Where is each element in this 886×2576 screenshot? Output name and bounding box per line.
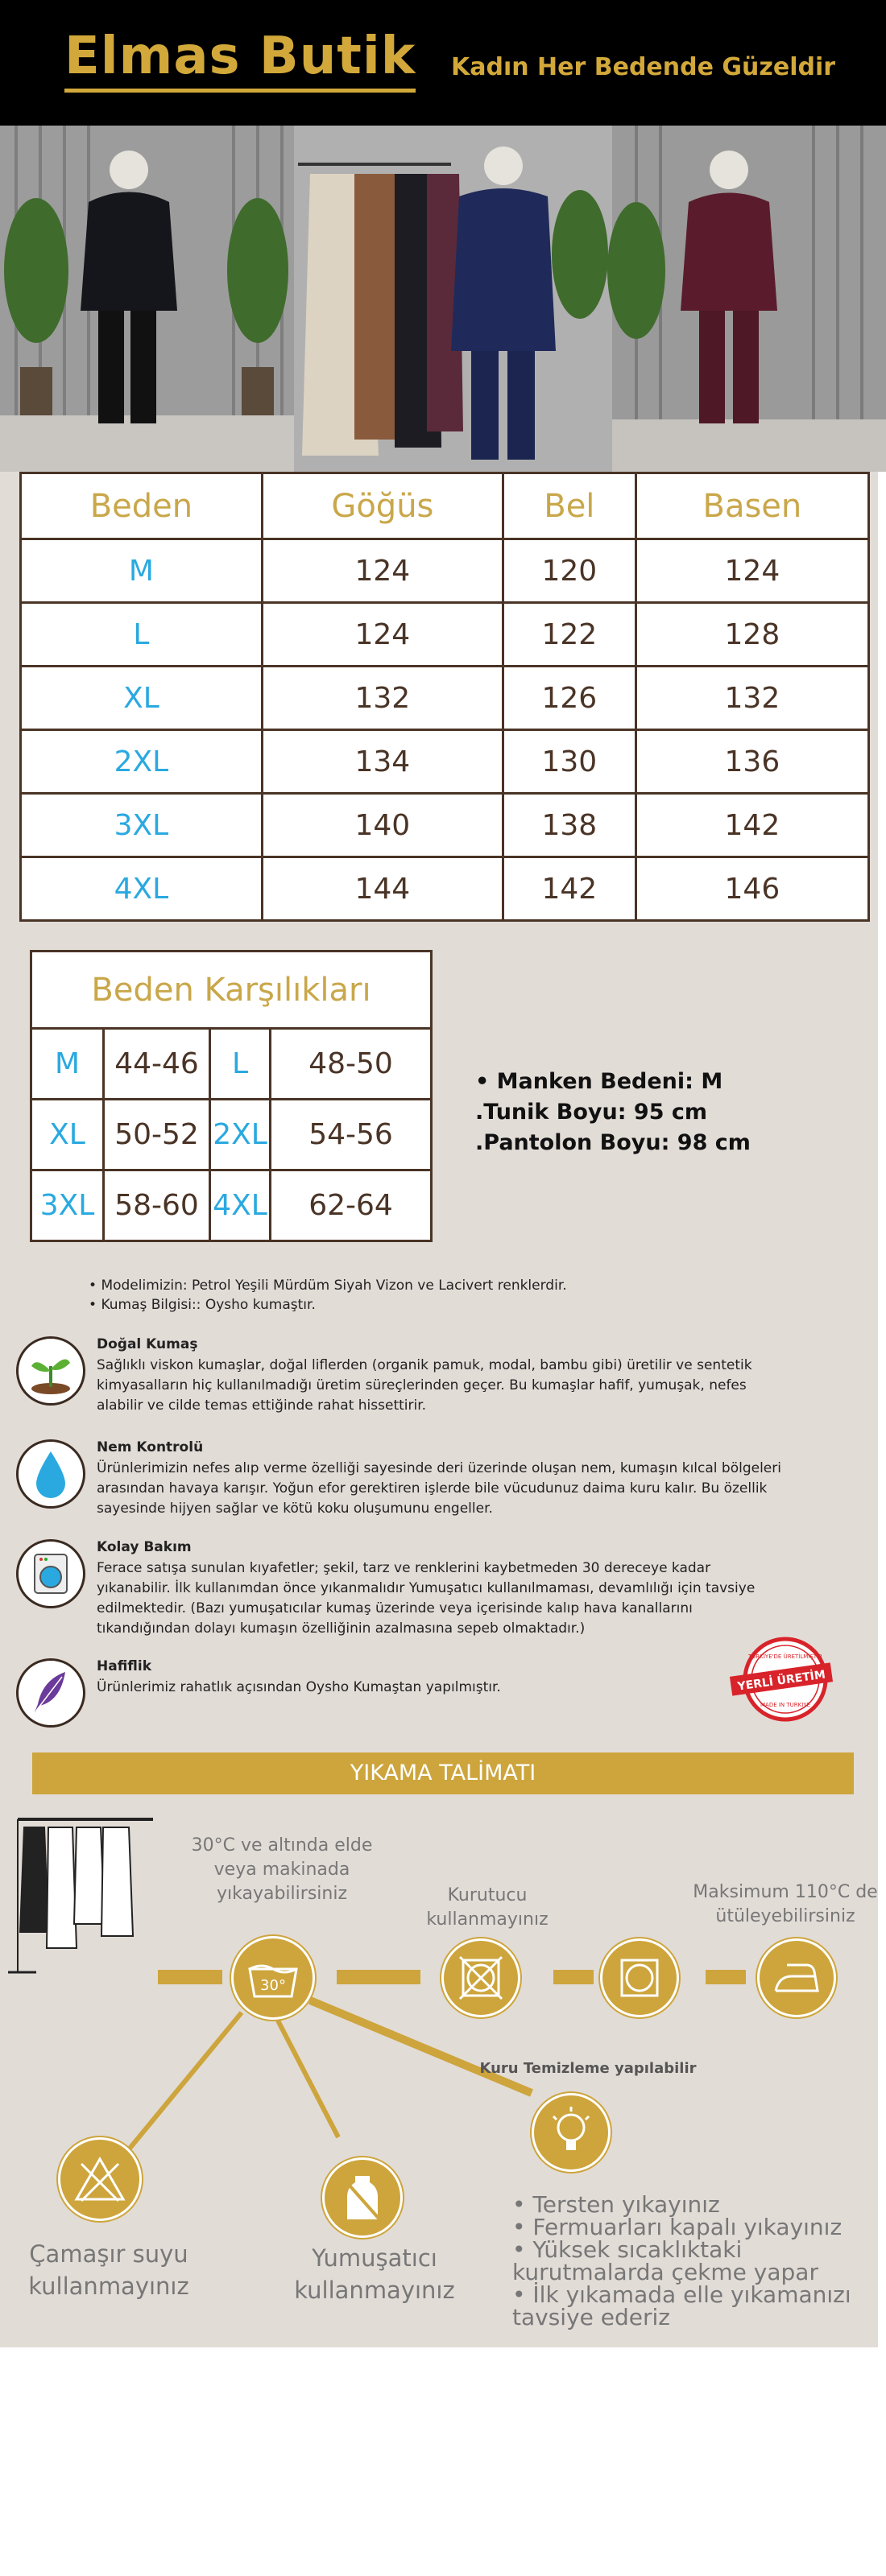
- product-photo: [0, 126, 886, 472]
- table-row: [31, 1100, 432, 1170]
- feature-text: Ferace satışa sunulan kıyafetler; şekil, tarz ve renklerini kaybetmeden 30 dereceye kadar yıkanabilir. İlk kullanımdan önce yıkanmalıdır Yumuşatıcı kullanılmaması, devamlılığı için tavsiye edilmektedir. (Bazı yumuşatıcılar kumaş üzerinde veya içerisinde kalıp hava kanallarını tıkandığından dolayı kumaşın özelliğinin azalmasına sepeb olmaktadır.): [97, 1560, 756, 1637]
- size-label-cell: 3XL: [21, 794, 263, 857]
- brand-title: Elmas Butik: [64, 24, 416, 93]
- clothes-rack-icon: [8, 1819, 153, 1972]
- size-label-cell: M: [21, 539, 263, 603]
- product-info-list: [89, 1276, 567, 1315]
- size-value-cell: 124: [636, 539, 868, 603]
- table-row: [31, 1029, 432, 1100]
- size-label-cell: 2XL: [21, 730, 263, 794]
- size-value-cell: 120: [503, 539, 636, 603]
- size-table-header: [21, 473, 869, 539]
- feature-title: Kolay Bakım: [97, 1539, 192, 1555]
- no-tumble-dry-icon: [441, 1938, 520, 2017]
- tip-text: Tersten yıkayınız: [532, 2191, 720, 2218]
- conversion-value-cell: 62-64: [271, 1170, 432, 1241]
- tunic-length: .Tunik Boyu: 95 cm: [475, 1100, 708, 1125]
- size-value-cell: 124: [262, 539, 503, 603]
- table-row: [21, 667, 869, 730]
- badge-main-text: YERLİ ÜRETİM: [736, 1668, 826, 1694]
- conversion-value-cell: 58-60: [104, 1170, 210, 1241]
- local-production-badge: [729, 1634, 834, 1724]
- size-label-cell: L: [21, 603, 263, 667]
- size-value-cell: 134: [262, 730, 503, 794]
- iron-icon: [757, 1938, 836, 2017]
- dry-clean-icon: [600, 1938, 679, 2017]
- model-info: [475, 1067, 751, 1158]
- conversion-size-cell: XL: [31, 1100, 104, 1170]
- no-softener-label: Yumuşatıcı kullanmayınız: [294, 2244, 455, 2304]
- size-value-cell: 140: [262, 794, 503, 857]
- size-conversion-table: [30, 950, 433, 1242]
- feature-natural-fabric: [16, 1336, 822, 1425]
- tip-text: İlk yıkamada elle yıkamanızı tavsiye ederiz: [512, 2281, 851, 2330]
- size-value-cell: 142: [636, 794, 868, 857]
- product-photo-illustration: [0, 126, 886, 472]
- lightbulb-icon: [532, 2093, 611, 2172]
- conversion-size-cell: 2XL: [210, 1100, 271, 1170]
- conversion-title: Beden Karşılıkları: [31, 952, 432, 1029]
- table-row: [31, 1170, 432, 1241]
- size-header-cell: Göğüs: [262, 473, 503, 539]
- feature-title: Nem Kontrolü: [97, 1439, 204, 1455]
- table-row: [21, 539, 869, 603]
- conversion-value-cell: 54-56: [271, 1100, 432, 1170]
- table-row: [21, 730, 869, 794]
- size-value-cell: 142: [503, 857, 636, 921]
- no-softener-icon: [322, 2157, 403, 2238]
- size-value-cell: 144: [262, 857, 503, 921]
- conversion-size-cell: 3XL: [31, 1170, 104, 1241]
- dry-clean-label: Kuru Temizleme yapılabilir: [479, 2060, 697, 2077]
- table-row: [21, 603, 869, 667]
- wash-temperature: 30°: [260, 1977, 286, 1994]
- conversion-title-row: [31, 952, 432, 1029]
- conversion-size-cell: M: [31, 1029, 104, 1100]
- conversion-size-cell: L: [210, 1029, 271, 1100]
- feature-text: Sağlıklı viskon kumaşlar, doğal liflerden (organik pamuk, modal, bambu gibi) üretilir ve sentetik kimyasalların hiç kullanılmadığı üretim süreçlerinden geçer. Bu kumaşlar hafif, yumuşak, nefes alabilir ve cilde temas ettiğinde rahat hissettirir.: [97, 1357, 752, 1414]
- size-table: [19, 472, 870, 922]
- water-drop-icon: [16, 1439, 85, 1509]
- model-size: Manken Bedeni: M: [496, 1069, 723, 1094]
- conversion-value-cell: 44-46: [104, 1029, 210, 1100]
- size-label-cell: 4XL: [21, 857, 263, 921]
- size-header-cell: Bel: [503, 473, 636, 539]
- iron-label: Maksimum 110°C de ütüleyebilirsiniz: [693, 1882, 878, 1926]
- feature-easy-care: [16, 1539, 822, 1636]
- size-value-cell: 146: [636, 857, 868, 921]
- badge-bottom-text: MADE IN TURKIYE: [760, 1702, 811, 1708]
- size-value-cell: 122: [503, 603, 636, 667]
- conversion-size-cell: 4XL: [210, 1170, 271, 1241]
- size-header-cell: Basen: [636, 473, 868, 539]
- table-row: [21, 857, 869, 921]
- feature-title: Doğal Kumaş: [97, 1336, 198, 1352]
- size-value-cell: 132: [262, 667, 503, 730]
- list-item: • İlk yıkamada elle yıkamanızı tavsiye ederiz: [512, 2281, 851, 2330]
- tagline: Kadın Her Bedende Güzeldir: [451, 53, 836, 81]
- size-value-cell: 138: [503, 794, 636, 857]
- size-label-cell: XL: [21, 667, 263, 730]
- plant-icon: [16, 1336, 85, 1406]
- no-tumble-dry-label: Kurutucu kullanmayınız: [426, 1885, 549, 1930]
- trousers-length: .Pantolon Boyu: 98 cm: [475, 1130, 751, 1155]
- feature-text: Ürünlerimizin nefes alıp verme özelliği sayesinde deri üzerinde oluşan nem, kumaşın kılcal bölgeleri arasından havaya karışır. Yoğun efor gerektiren işlerde bile vücudunuz daima kuru kalır. Bu özellik sayesinde hijyen sağlar ve kötü koku oluşumunu engeller.: [97, 1460, 781, 1517]
- feature-title: Hafiflik: [97, 1658, 152, 1674]
- tip-text: Yüksek sıcaklıktaki kurutmalarda çekme yapar: [512, 2236, 818, 2285]
- size-value-cell: 132: [636, 667, 868, 730]
- fabric-info: Kumaş Bilgisi:: Oysho kumaştır.: [101, 1297, 316, 1313]
- model-size-line: • Manken Bedeni: M: [475, 1069, 723, 1094]
- size-value-cell: 128: [636, 603, 868, 667]
- feather-icon: [16, 1658, 85, 1728]
- list-item: • Kumaş Bilgisi:: Oysho kumaştır.: [89, 1297, 316, 1313]
- size-value-cell: 136: [636, 730, 868, 794]
- size-header-cell: Beden: [21, 473, 263, 539]
- conversion-value-cell: 48-50: [271, 1029, 432, 1100]
- list-item: • Modelimizin: Petrol Yeşili Mürdüm Siyah Vizon ve Lacivert renklerdir.: [89, 1278, 567, 1294]
- washing-machine-icon: [16, 1539, 85, 1608]
- list-item: • Fermuarları kapalı yıkayınız: [512, 2214, 843, 2240]
- list-item: • Tersten yıkayınız: [512, 2191, 720, 2218]
- conversion-value-cell: 50-52: [104, 1100, 210, 1170]
- no-bleach-label: Çamaşır suyu kullanmayınız: [28, 2240, 189, 2300]
- size-value-cell: 130: [503, 730, 636, 794]
- badge-top-text: TÜRKİYE'DE ÜRETİLMİŞTİR: [748, 1653, 822, 1660]
- feature-lightweight: [16, 1658, 822, 1731]
- feature-text: Ürünlerimiz rahatlık açısından Oysho Kumaştan yapılmıştır.: [97, 1679, 501, 1695]
- tip-text: Fermuarları kapalı yıkayınız: [532, 2214, 843, 2240]
- washing-tips-list: [512, 2191, 867, 2330]
- size-value-cell: 126: [503, 667, 636, 730]
- size-value-cell: 124: [262, 603, 503, 667]
- no-bleach-icon: [58, 2137, 142, 2221]
- table-row: [21, 794, 869, 857]
- feature-moisture-control: [16, 1439, 822, 1528]
- colors-info: Modelimizin: Petrol Yeşili Mürdüm Siyah Vizon ve Lacivert renklerdir.: [101, 1278, 567, 1294]
- list-item: • Yüksek sıcaklıktaki kurutmalarda çekme yapar: [512, 2236, 818, 2285]
- wash-30-label: 30°C ve altında elde veya makinada yıkayabilirsiniz: [191, 1835, 373, 1904]
- wash-30-icon: [231, 1936, 315, 2020]
- washing-instructions-title: YIKAMA TALİMATI: [32, 1752, 854, 1794]
